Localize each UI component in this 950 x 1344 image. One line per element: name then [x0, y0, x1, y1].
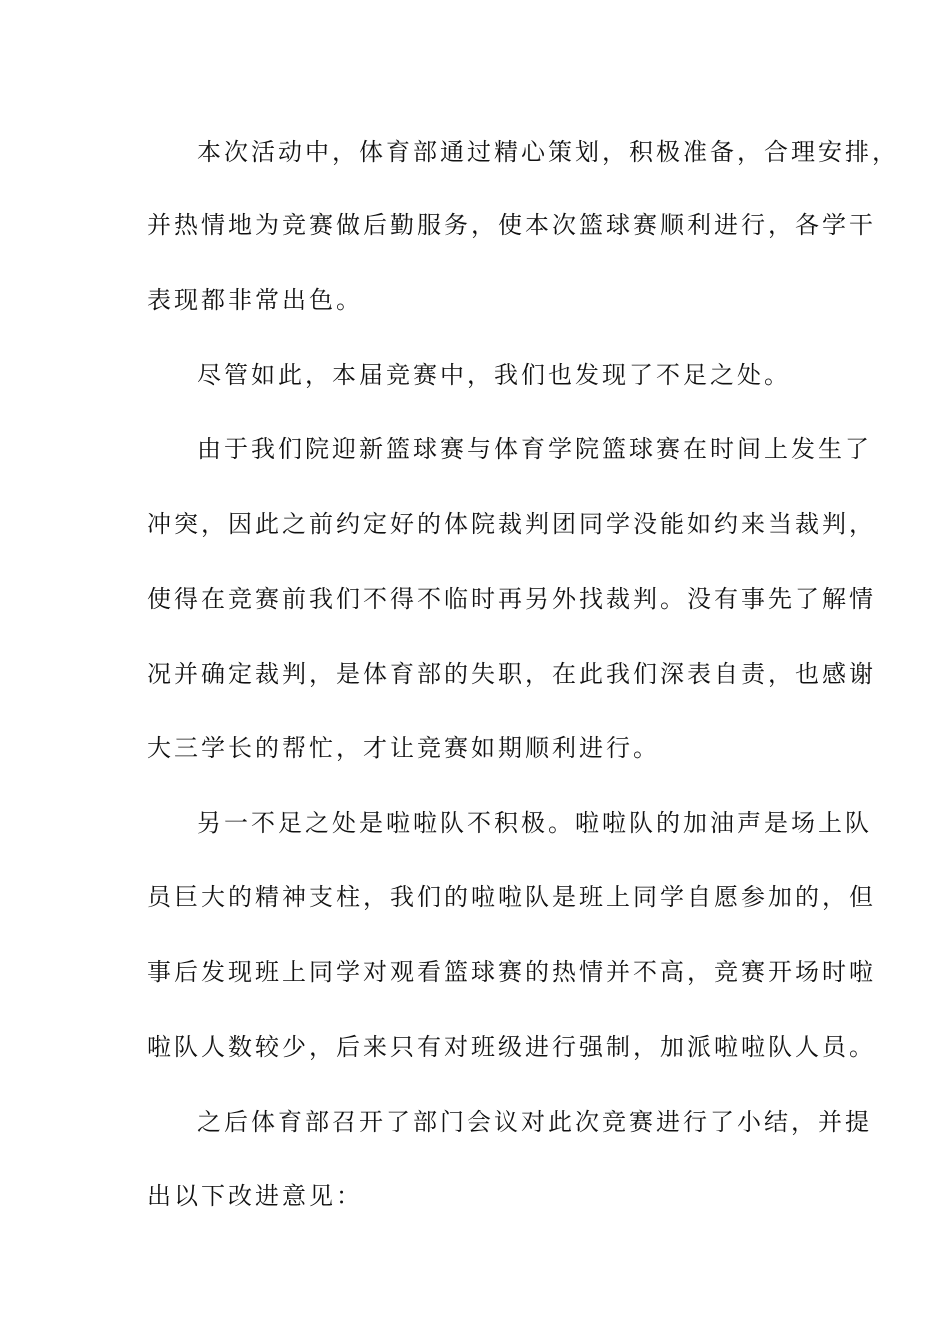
paragraph-2-line-1: 尽管如此，本届竞赛中，我们也发现了不足之处。 — [197, 361, 791, 389]
paragraph-3-line-1: 由于我们院迎新篮球赛与体育学院篮球赛在时间上发生了 — [197, 435, 872, 463]
paragraph-3-line-2: 冲突，因此之前约定好的体院裁判团同学没能如约来当裁判， — [147, 510, 876, 538]
paragraph-3-line-5: 大三学长的帮忙，才让竞赛如期顺利进行。 — [147, 734, 660, 762]
paragraph-3-line-3: 使得在竞赛前我们不得不临时再另外找裁判。没有事先了解情 — [147, 585, 876, 613]
paragraph-4-line-2: 员巨大的精神支柱，我们的啦啦队是班上同学自愿参加的，但 — [147, 883, 876, 911]
paragraph-5-line-1: 之后体育部召开了部门会议对此次竞赛进行了小结，并提 — [197, 1108, 872, 1136]
paragraph-1-line-3: 表现都非常出色。 — [147, 286, 363, 314]
paragraph-4-line-1: 另一不足之处是啦啦队不积极。啦啦队的加油声是场上队 — [197, 809, 872, 837]
paragraph-4-line-4: 啦队人数较少，后来只有对班级进行强制，加派啦啦队人员。 — [147, 1033, 876, 1061]
paragraph-4-line-3: 事后发现班上同学对观看篮球赛的热情并不高，竞赛开场时啦 — [147, 958, 876, 986]
paragraph-1-line-1: 本次活动中，体育部通过精心策划，积极准备，合理安排， — [197, 138, 899, 166]
paragraph-5-line-2: 出以下改进意见： — [147, 1182, 363, 1210]
paragraph-1-line-2: 并热情地为竞赛做后勤服务，使本次篮球赛顺利进行，各学干 — [147, 211, 876, 239]
paragraph-3-line-4: 况并确定裁判，是体育部的失职，在此我们深表自责，也感谢 — [147, 660, 876, 688]
